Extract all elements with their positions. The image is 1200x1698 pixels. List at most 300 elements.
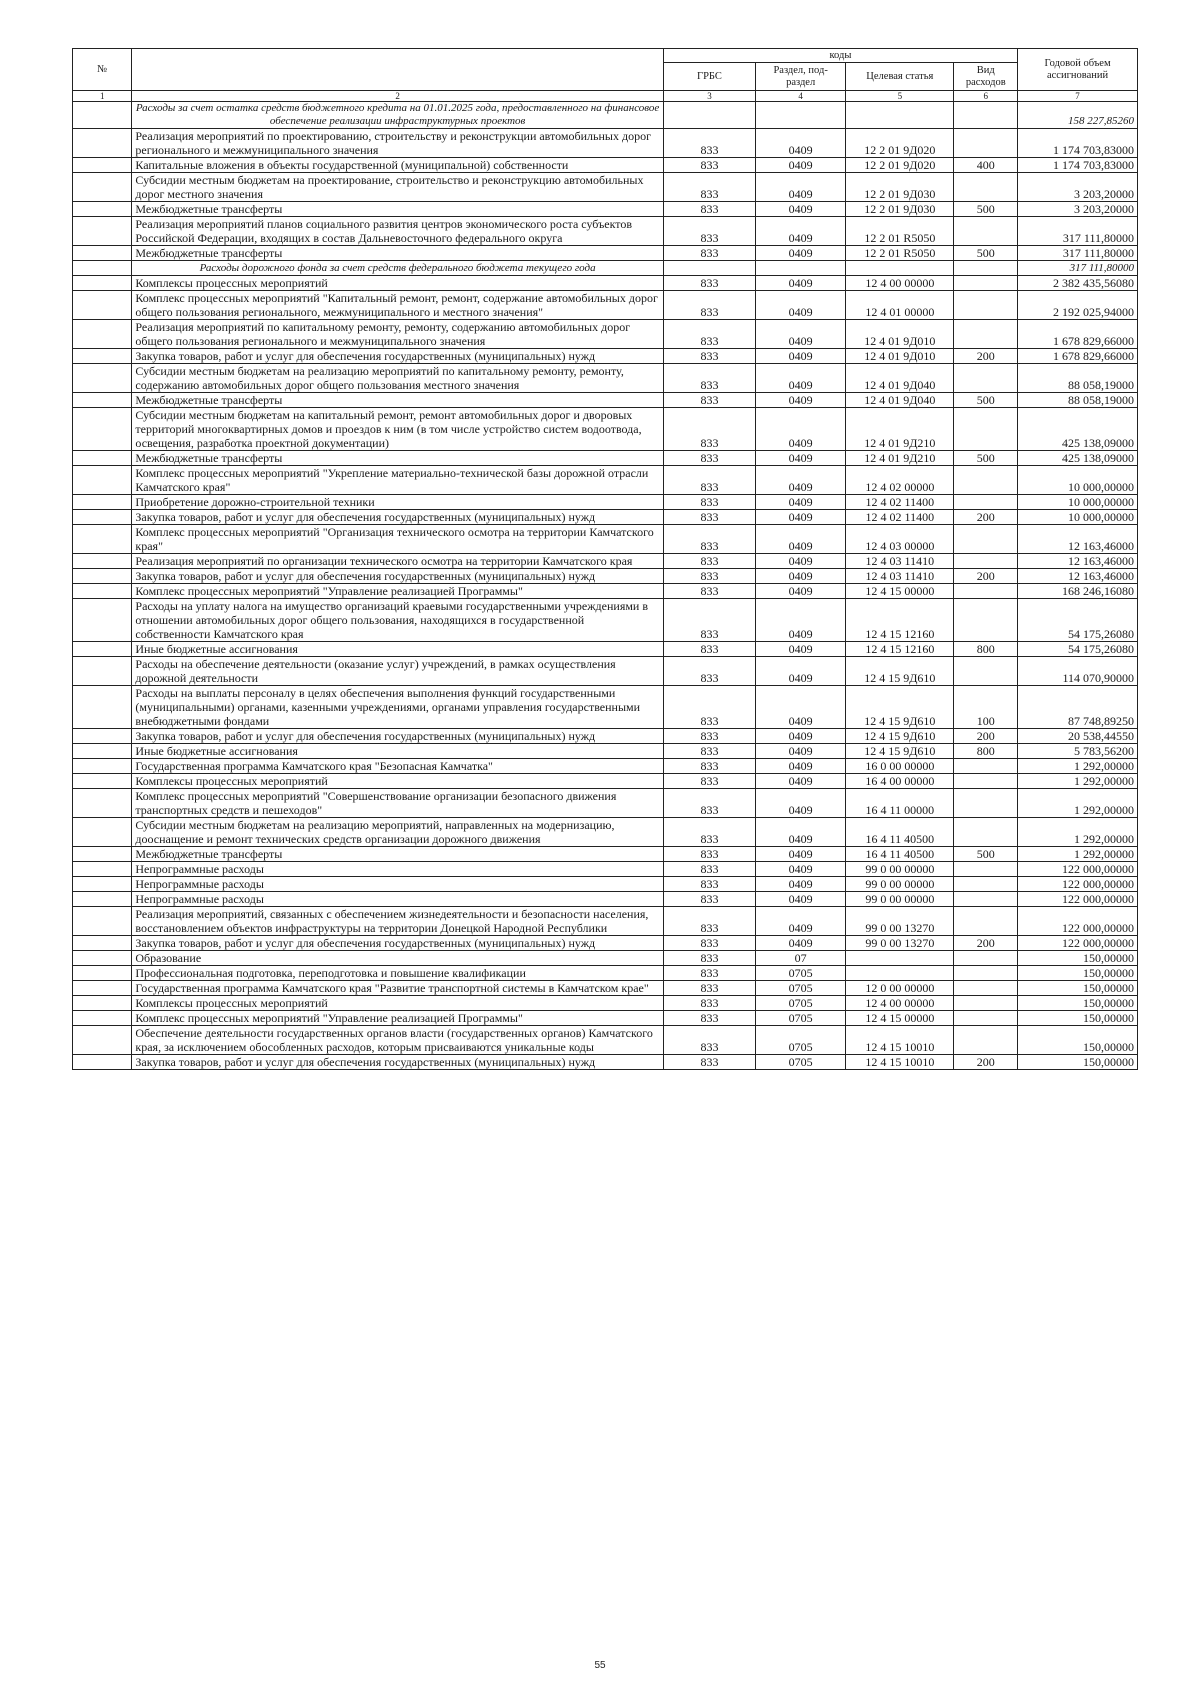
cell-rz: 0409 — [756, 158, 846, 173]
cell-rz: 0409 — [756, 877, 846, 892]
cell-name: Межбюджетные трансферты — [132, 451, 663, 466]
table-row — [73, 892, 1138, 907]
table-row — [73, 158, 1138, 173]
table-row — [73, 1026, 1138, 1055]
cell-name: Непрограммные расходы — [132, 877, 663, 892]
cell-grbs: 833 — [663, 466, 755, 495]
table-row — [73, 936, 1138, 951]
cell-name: Капитальные вложения в объекты государственной (муниципальной) собственности — [132, 158, 663, 173]
cell-rz: 0409 — [756, 657, 846, 686]
cell-grbs: 833 — [663, 892, 755, 907]
header-idx: 2 — [132, 91, 663, 102]
cell-cs: 12 2 01 9Д030 — [846, 173, 954, 202]
cell-no — [73, 408, 132, 451]
table-row — [73, 554, 1138, 569]
cell-grbs: 833 — [663, 877, 755, 892]
cell-vr: 500 — [954, 451, 1018, 466]
cell-rz: 0409 — [756, 217, 846, 246]
cell-sum: 1 174 703,83000 — [1018, 158, 1138, 173]
cell-cs: 12 4 15 00000 — [846, 584, 954, 599]
table-row — [73, 451, 1138, 466]
cell-rz: 0705 — [756, 1011, 846, 1026]
cell-rz: 0409 — [756, 451, 846, 466]
cell-cs: 12 4 03 00000 — [846, 525, 954, 554]
cell-sum: 122 000,00000 — [1018, 877, 1138, 892]
cell-rz: 0409 — [756, 599, 846, 642]
table-row — [73, 102, 1138, 129]
table-row — [73, 686, 1138, 729]
table-row — [73, 818, 1138, 847]
cell-vr — [954, 996, 1018, 1011]
cell-sum: 122 000,00000 — [1018, 936, 1138, 951]
cell-no — [73, 217, 132, 246]
cell-rz: 0409 — [756, 759, 846, 774]
cell-rz: 0705 — [756, 1026, 846, 1055]
cell-grbs: 833 — [663, 569, 755, 584]
cell-sum: 1 292,00000 — [1018, 774, 1138, 789]
cell-sum: 88 058,19000 — [1018, 364, 1138, 393]
table-row — [73, 129, 1138, 158]
cell-grbs — [663, 261, 755, 276]
header-cs: Целевая статья — [846, 63, 954, 91]
cell-grbs: 833 — [663, 951, 755, 966]
page-number: 55 — [594, 1660, 606, 1671]
cell-rz: 0409 — [756, 554, 846, 569]
cell-sum: 1 678 829,66000 — [1018, 320, 1138, 349]
table-row — [73, 510, 1138, 525]
cell-rz: 0409 — [756, 892, 846, 907]
cell-vr: 500 — [954, 246, 1018, 261]
cell-name: Закупка товаров, работ и услуг для обеспечения государственных (муниципальных) нужд — [132, 569, 663, 584]
cell-sum: 150,00000 — [1018, 996, 1138, 1011]
cell-no — [73, 1055, 132, 1070]
header-no: № — [73, 49, 132, 91]
cell-no — [73, 525, 132, 554]
cell-cs: 12 4 00 00000 — [846, 996, 954, 1011]
cell-sum: 3 203,20000 — [1018, 202, 1138, 217]
cell-no — [73, 744, 132, 759]
cell-no — [73, 907, 132, 936]
cell-cs: 16 4 11 40500 — [846, 847, 954, 862]
cell-no — [73, 364, 132, 393]
table-row — [73, 173, 1138, 202]
cell-cs: 12 4 01 9Д010 — [846, 320, 954, 349]
cell-vr: 200 — [954, 936, 1018, 951]
table-row — [73, 877, 1138, 892]
cell-vr — [954, 862, 1018, 877]
cell-rz: 0409 — [756, 364, 846, 393]
cell-vr — [954, 261, 1018, 276]
cell-sum: 10 000,00000 — [1018, 466, 1138, 495]
cell-grbs: 833 — [663, 996, 755, 1011]
cell-vr — [954, 102, 1018, 129]
cell-rz: 0705 — [756, 981, 846, 996]
cell-grbs: 833 — [663, 320, 755, 349]
cell-name: Иные бюджетные ассигнования — [132, 744, 663, 759]
cell-sum: 54 175,26080 — [1018, 599, 1138, 642]
cell-rz: 0409 — [756, 818, 846, 847]
cell-name: Комплекс процессных мероприятий "Управление реализацией Программы" — [132, 584, 663, 599]
cell-vr — [954, 877, 1018, 892]
cell-rz: 0409 — [756, 686, 846, 729]
cell-name: Реализация мероприятий по капитальному ремонту, ремонту, содержанию автомобильных дорог общего пользования регионального и межмуниципального значения — [132, 320, 663, 349]
cell-rz: 0409 — [756, 907, 846, 936]
cell-grbs: 833 — [663, 495, 755, 510]
cell-vr: 800 — [954, 642, 1018, 657]
cell-name: Расходы дорожного фонда за счет средств федерального бюджета текущего года — [132, 261, 663, 276]
cell-name: Комплекс процессных мероприятий "Управление реализацией Программы" — [132, 1011, 663, 1026]
cell-cs: 12 4 01 9Д010 — [846, 349, 954, 364]
cell-vr — [954, 525, 1018, 554]
cell-no — [73, 599, 132, 642]
cell-no — [73, 936, 132, 951]
cell-no — [73, 847, 132, 862]
cell-no — [73, 173, 132, 202]
cell-vr: 200 — [954, 510, 1018, 525]
cell-vr — [954, 951, 1018, 966]
cell-no — [73, 892, 132, 907]
cell-no — [73, 451, 132, 466]
cell-name: Закупка товаров, работ и услуг для обеспечения государственных (муниципальных) нужд — [132, 510, 663, 525]
cell-name: Комплекс процессных мероприятий "Совершенствование организации безопасного движения транспортных средств и пешеходов" — [132, 789, 663, 818]
cell-sum: 12 163,46000 — [1018, 525, 1138, 554]
table-row — [73, 408, 1138, 451]
cell-sum: 150,00000 — [1018, 1055, 1138, 1070]
cell-name: Комплексы процессных мероприятий — [132, 276, 663, 291]
cell-name: Реализация мероприятий по проектированию, строительству и реконструкции автомобильных дорог регионального и межмуниципального значения — [132, 129, 663, 158]
cell-grbs: 833 — [663, 129, 755, 158]
table-row — [73, 261, 1138, 276]
cell-sum: 1 292,00000 — [1018, 759, 1138, 774]
cell-sum: 10 000,00000 — [1018, 495, 1138, 510]
cell-name: Обеспечение деятельности государственных органов власти (государственных органов) Камчатского края, за исключением обособленных расходов, которым присваиваются уникальные коды — [132, 1026, 663, 1055]
table-row — [73, 1055, 1138, 1070]
cell-no — [73, 729, 132, 744]
cell-vr: 200 — [954, 569, 1018, 584]
cell-cs: 12 4 00 00000 — [846, 276, 954, 291]
table-row — [73, 966, 1138, 981]
table-row — [73, 759, 1138, 774]
cell-vr — [954, 981, 1018, 996]
cell-name: Закупка товаров, работ и услуг для обеспечения государственных (муниципальных) нужд — [132, 936, 663, 951]
cell-cs: 12 4 01 9Д040 — [846, 364, 954, 393]
cell-grbs: 833 — [663, 966, 755, 981]
cell-vr — [954, 789, 1018, 818]
table-row — [73, 202, 1138, 217]
cell-no — [73, 759, 132, 774]
cell-grbs: 833 — [663, 744, 755, 759]
cell-name: Комплексы процессных мероприятий — [132, 774, 663, 789]
cell-sum: 1 292,00000 — [1018, 818, 1138, 847]
cell-no — [73, 510, 132, 525]
cell-vr: 500 — [954, 202, 1018, 217]
cell-sum: 1 678 829,66000 — [1018, 349, 1138, 364]
cell-sum: 317 111,80000 — [1018, 261, 1138, 276]
cell-cs: 12 4 15 9Д610 — [846, 686, 954, 729]
budget-table — [72, 48, 1138, 1070]
cell-cs: 12 4 15 9Д610 — [846, 744, 954, 759]
cell-cs: 12 4 03 11410 — [846, 554, 954, 569]
cell-no — [73, 657, 132, 686]
cell-rz: 0409 — [756, 495, 846, 510]
cell-vr — [954, 276, 1018, 291]
cell-vr — [954, 584, 1018, 599]
cell-vr: 100 — [954, 686, 1018, 729]
header-idx: 6 — [954, 91, 1018, 102]
cell-no — [73, 246, 132, 261]
cell-sum: 425 138,09000 — [1018, 408, 1138, 451]
cell-sum: 3 203,20000 — [1018, 173, 1138, 202]
header-sum: Годовой объем ассигнований — [1018, 49, 1138, 91]
cell-vr — [954, 291, 1018, 320]
cell-no — [73, 951, 132, 966]
cell-grbs: 833 — [663, 847, 755, 862]
cell-grbs: 833 — [663, 451, 755, 466]
cell-vr: 500 — [954, 393, 1018, 408]
cell-name: Закупка товаров, работ и услуг для обеспечения государственных (муниципальных) нужд — [132, 729, 663, 744]
cell-sum: 1 292,00000 — [1018, 847, 1138, 862]
cell-sum: 317 111,80000 — [1018, 246, 1138, 261]
cell-sum: 88 058,19000 — [1018, 393, 1138, 408]
cell-cs: 12 4 02 11400 — [846, 510, 954, 525]
cell-cs: 12 2 01 R5050 — [846, 217, 954, 246]
cell-vr — [954, 1026, 1018, 1055]
cell-name: Иные бюджетные ассигнования — [132, 642, 663, 657]
cell-rz — [756, 102, 846, 129]
table-row — [73, 657, 1138, 686]
table-row — [73, 847, 1138, 862]
cell-grbs: 833 — [663, 276, 755, 291]
cell-rz: 0705 — [756, 1055, 846, 1070]
cell-cs: 99 0 00 00000 — [846, 862, 954, 877]
cell-no — [73, 349, 132, 364]
table-row — [73, 862, 1138, 877]
cell-sum: 114 070,90000 — [1018, 657, 1138, 686]
cell-no — [73, 862, 132, 877]
cell-vr — [954, 892, 1018, 907]
cell-cs — [846, 966, 954, 981]
cell-sum: 87 748,89250 — [1018, 686, 1138, 729]
cell-no — [73, 996, 132, 1011]
cell-rz: 0705 — [756, 966, 846, 981]
cell-rz: 0409 — [756, 569, 846, 584]
cell-name: Приобретение дорожно-строительной техники — [132, 495, 663, 510]
cell-rz: 0409 — [756, 408, 846, 451]
cell-cs: 12 2 01 9Д020 — [846, 129, 954, 158]
cell-sum: 12 163,46000 — [1018, 554, 1138, 569]
cell-name: Комплекс процессных мероприятий "Укрепление материально-технической базы дорожной отрасли Камчатского края" — [132, 466, 663, 495]
cell-grbs: 833 — [663, 158, 755, 173]
cell-sum: 5 783,56200 — [1018, 744, 1138, 759]
cell-grbs: 833 — [663, 1026, 755, 1055]
cell-sum: 317 111,80000 — [1018, 217, 1138, 246]
header-idx: 4 — [756, 91, 846, 102]
cell-grbs: 833 — [663, 173, 755, 202]
table-row — [73, 789, 1138, 818]
table-row — [73, 291, 1138, 320]
cell-cs: 12 4 03 11410 — [846, 569, 954, 584]
cell-rz: 0409 — [756, 525, 846, 554]
cell-grbs — [663, 102, 755, 129]
cell-grbs: 833 — [663, 510, 755, 525]
table-row — [73, 525, 1138, 554]
cell-no — [73, 1011, 132, 1026]
cell-cs: 12 0 00 00000 — [846, 981, 954, 996]
cell-rz: 0409 — [756, 936, 846, 951]
cell-no — [73, 393, 132, 408]
cell-cs: 12 4 01 9Д040 — [846, 393, 954, 408]
cell-vr: 200 — [954, 349, 1018, 364]
cell-rz: 0409 — [756, 847, 846, 862]
cell-grbs: 833 — [663, 642, 755, 657]
cell-cs: 99 0 00 00000 — [846, 877, 954, 892]
cell-vr — [954, 966, 1018, 981]
cell-cs: 12 4 01 00000 — [846, 291, 954, 320]
cell-vr — [954, 907, 1018, 936]
cell-name: Комплекс процессных мероприятий "Капитальный ремонт, ремонт, содержание автомобильных дорог общего пользования регионального, межмуниципального и местного значения" — [132, 291, 663, 320]
cell-name: Непрограммные расходы — [132, 862, 663, 877]
cell-grbs: 833 — [663, 686, 755, 729]
cell-no — [73, 569, 132, 584]
cell-sum: 122 000,00000 — [1018, 892, 1138, 907]
cell-grbs: 833 — [663, 729, 755, 744]
cell-rz: 07 — [756, 951, 846, 966]
cell-rz: 0409 — [756, 173, 846, 202]
cell-no — [73, 642, 132, 657]
cell-name: Расходы на обеспечение деятельности (оказание услуг) учреждений, в рамках осуществления дорожной деятельности — [132, 657, 663, 686]
cell-grbs: 833 — [663, 217, 755, 246]
table-row — [73, 246, 1138, 261]
cell-rz: 0409 — [756, 584, 846, 599]
cell-grbs: 833 — [663, 393, 755, 408]
cell-grbs: 833 — [663, 759, 755, 774]
cell-vr — [954, 466, 1018, 495]
header-idx: 3 — [663, 91, 755, 102]
cell-sum: 1 174 703,83000 — [1018, 129, 1138, 158]
cell-no — [73, 495, 132, 510]
cell-no — [73, 966, 132, 981]
cell-cs: 12 4 01 9Д210 — [846, 408, 954, 451]
header-idx: 1 — [73, 91, 132, 102]
header-name — [132, 49, 663, 91]
cell-vr: 400 — [954, 158, 1018, 173]
cell-rz — [756, 261, 846, 276]
cell-rz: 0409 — [756, 729, 846, 744]
cell-name: Государственная программа Камчатского края "Развитие транспортной системы в Камчатском крае" — [132, 981, 663, 996]
cell-vr — [954, 818, 1018, 847]
cell-name: Расходы на выплаты персоналу в целях обеспечения выполнения функций государственными (муниципальными) органами, казенными учреждениями, органами управления государственными внебюджетными фондами — [132, 686, 663, 729]
cell-grbs: 833 — [663, 291, 755, 320]
cell-vr — [954, 599, 1018, 642]
cell-cs: 12 4 02 11400 — [846, 495, 954, 510]
header-idx: 7 — [1018, 91, 1138, 102]
cell-sum: 122 000,00000 — [1018, 862, 1138, 877]
cell-name: Образование — [132, 951, 663, 966]
header-codes: коды — [663, 49, 1017, 63]
table-row — [73, 642, 1138, 657]
cell-cs: 12 4 15 10010 — [846, 1026, 954, 1055]
cell-name: Расходы за счет остатка средств бюджетного кредита на 01.01.2025 года, предоставленного на финансовое обеспечение реализации инфраструктурных проектов — [132, 102, 663, 129]
cell-no — [73, 981, 132, 996]
cell-grbs: 833 — [663, 349, 755, 364]
cell-sum: 150,00000 — [1018, 981, 1138, 996]
table-row — [73, 951, 1138, 966]
cell-name: Расходы на уплату налога на имущество организаций краевыми государственными учреждениями в отношении автомобильных дорог общего пользования, находящихся в государственной собственности Камчатского края — [132, 599, 663, 642]
cell-sum: 150,00000 — [1018, 1011, 1138, 1026]
cell-rz: 0409 — [756, 393, 846, 408]
cell-grbs: 833 — [663, 599, 755, 642]
cell-vr — [954, 1011, 1018, 1026]
table-row — [73, 774, 1138, 789]
cell-no — [73, 320, 132, 349]
cell-vr: 200 — [954, 1055, 1018, 1070]
cell-name: Межбюджетные трансферты — [132, 847, 663, 862]
cell-sum: 150,00000 — [1018, 951, 1138, 966]
cell-name: Субсидии местным бюджетам на реализацию мероприятий, направленных на модернизацию, дооснащение и ремонт технических средств организации дорожного движения — [132, 818, 663, 847]
cell-cs: 12 4 15 12160 — [846, 642, 954, 657]
cell-grbs: 833 — [663, 525, 755, 554]
cell-vr — [954, 173, 1018, 202]
cell-sum: 12 163,46000 — [1018, 569, 1138, 584]
cell-cs: 16 0 00 00000 — [846, 759, 954, 774]
cell-name: Субсидии местным бюджетам на проектирование, строительство и реконструкцию автомобильных дорог местного значения — [132, 173, 663, 202]
cell-name: Комплекс процессных мероприятий "Организация технического осмотра на территории Камчатского края" — [132, 525, 663, 554]
table-row — [73, 744, 1138, 759]
cell-rz: 0409 — [756, 129, 846, 158]
cell-cs: 12 4 02 00000 — [846, 466, 954, 495]
table-row — [73, 393, 1138, 408]
cell-vr — [954, 774, 1018, 789]
cell-rz: 0409 — [756, 246, 846, 261]
cell-no — [73, 276, 132, 291]
cell-grbs: 833 — [663, 584, 755, 599]
cell-no — [73, 774, 132, 789]
cell-grbs: 833 — [663, 1055, 755, 1070]
cell-cs: 12 4 15 9Д610 — [846, 657, 954, 686]
table-row — [73, 584, 1138, 599]
cell-no — [73, 158, 132, 173]
cell-vr — [954, 364, 1018, 393]
cell-name: Реализация мероприятий по организации технического осмотра на территории Камчатского края — [132, 554, 663, 569]
cell-rz: 0409 — [756, 789, 846, 818]
cell-name: Субсидии местным бюджетам на капитальный ремонт, ремонт автомобильных дорог и дворовых территорий многоквартирных домов и проездов к ним (в том числе устройство систем водоотвода, освещения, разработка проектной документации) — [132, 408, 663, 451]
cell-cs: 12 4 01 9Д210 — [846, 451, 954, 466]
cell-name: Субсидии местным бюджетам на реализацию мероприятий по капитальному ремонту, ремонту, содержанию автомобильных дорог общего пользования местного значения — [132, 364, 663, 393]
cell-no — [73, 789, 132, 818]
cell-cs: 16 4 11 40500 — [846, 818, 954, 847]
cell-cs: 12 4 15 12160 — [846, 599, 954, 642]
cell-no — [73, 102, 132, 129]
table-row — [73, 217, 1138, 246]
header-vr: Вид расходов — [954, 63, 1018, 91]
table-row — [73, 276, 1138, 291]
cell-no — [73, 261, 132, 276]
cell-vr — [954, 320, 1018, 349]
cell-grbs: 833 — [663, 774, 755, 789]
cell-vr — [954, 129, 1018, 158]
cell-cs: 12 2 01 R5050 — [846, 246, 954, 261]
cell-name: Комплексы процессных мероприятий — [132, 996, 663, 1011]
cell-vr — [954, 657, 1018, 686]
cell-cs: 99 0 00 00000 — [846, 892, 954, 907]
cell-grbs: 833 — [663, 554, 755, 569]
cell-grbs: 833 — [663, 907, 755, 936]
table-row — [73, 320, 1138, 349]
cell-cs: 12 2 01 9Д020 — [846, 158, 954, 173]
cell-grbs: 833 — [663, 862, 755, 877]
cell-rz: 0705 — [756, 996, 846, 1011]
table-row — [73, 907, 1138, 936]
